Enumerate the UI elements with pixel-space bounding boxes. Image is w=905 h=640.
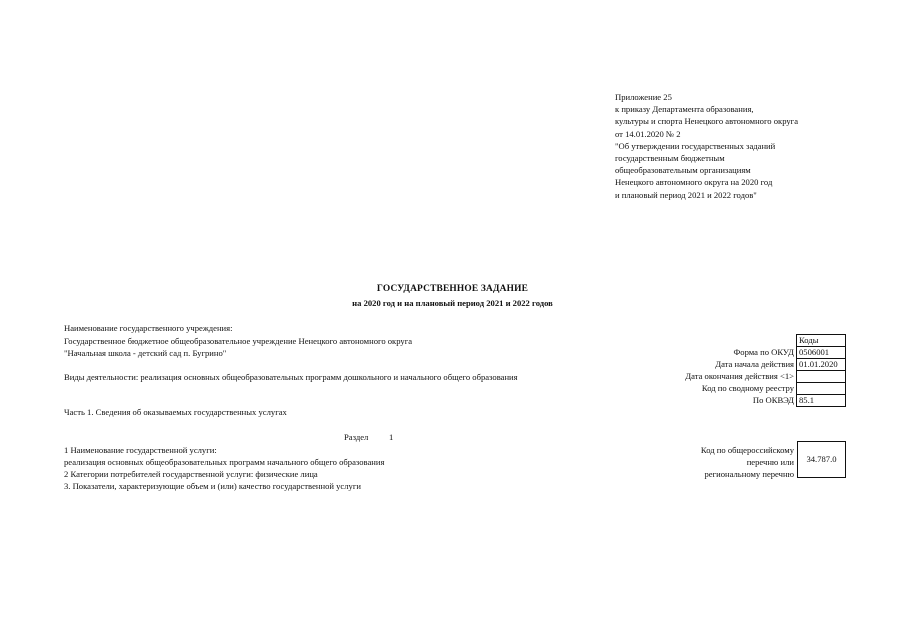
registry-label-line1: Код по общероссийскому: [700, 445, 794, 455]
annex-note: [615, 91, 798, 201]
institution-name-line2: "Начальная школа - детский сад п. Бугрино": [64, 348, 227, 358]
annex-line: государственным бюджетным: [615, 153, 725, 164]
start-date-label: Дата начала действия: [715, 359, 794, 369]
end-date-value: [796, 370, 846, 382]
section-label: Раздел: [344, 432, 369, 442]
annex-line: Приложение 25: [615, 92, 672, 102]
registry-label-line2: перечню или: [746, 457, 794, 467]
annex-line: "Об утверждении государственных заданий: [615, 140, 776, 151]
annex-line: Ненецкого автономного округа на 2020 год: [615, 177, 773, 188]
institution-label: Наименование государственного учреждения:: [64, 323, 233, 333]
document-title: ГОСУДАРСТВЕННОЕ ЗАДАНИЕ: [376, 284, 529, 294]
annex-line: от 14.01.2020 № 2: [615, 128, 681, 139]
consumer-category: 2 Категории потребителей государственной услуги: физические лица: [64, 469, 318, 479]
start-date-value: 01.01.2020: [796, 358, 846, 370]
annex-line: к приказу Департамента образования,: [615, 104, 754, 115]
okud-value: 0506001: [796, 346, 846, 358]
registry-label-line3: региональному перечню: [704, 469, 794, 479]
annex-line: и плановый период 2021 и 2022 годов": [615, 189, 757, 200]
registry-code-box: 34.787.0: [797, 441, 846, 478]
okud-label: Форма по ОКУД: [733, 347, 794, 357]
institution-name-line1: Государственное бюджетное общеобразовательное учреждение Ненецкого автономного округа: [64, 336, 413, 346]
service-name-label: 1 Наименование государственной услуги:: [64, 445, 217, 455]
okved-value: 85.1: [796, 394, 846, 407]
section-number: 1: [389, 432, 394, 442]
registry-code-value: [796, 382, 846, 394]
annex-line: общеобразовательным организациям: [615, 165, 751, 176]
indicators-heading: 3. Показатели, характеризующие объем и (или) качество государственной услуги: [64, 481, 361, 491]
service-name-value: реализация основных общеобразовательных программ начального общего образования: [64, 457, 385, 467]
part1-title: Часть 1. Сведения об оказываемых государственных услугах: [64, 407, 287, 417]
codes-header: Коды: [796, 334, 846, 346]
activities: Виды деятельности: реализация основных общеобразовательных программ дошкольного и начального общего образования: [64, 372, 518, 382]
annex-line: культуры и спорта Ненецкого автономного округа: [615, 116, 799, 127]
document-subtitle: на 2020 год и на плановый период 2021 и 2022 годов: [352, 298, 553, 308]
registry-code-label: Код по сводному реестру: [701, 383, 794, 393]
end-date-label: Дата окончания действия <1>: [685, 371, 794, 381]
okved-label: По ОКВЭД: [752, 395, 794, 405]
